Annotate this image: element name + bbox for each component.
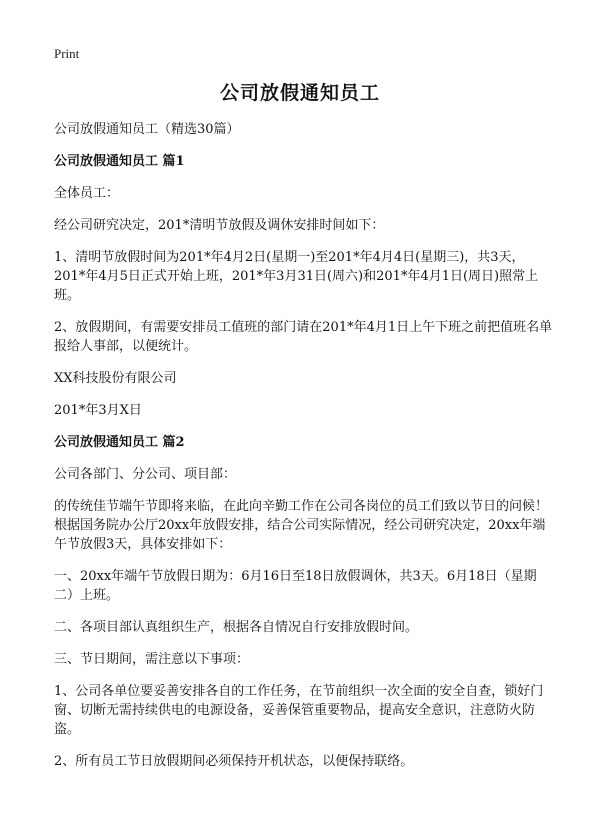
page-title: 公司放假通知员工: [219, 82, 380, 104]
print-label: Print: [54, 46, 80, 61]
document-subtitle: 公司放假通知员工（精选30篇）: [54, 122, 240, 137]
company-signature: XX科技股份有限公司: [54, 371, 177, 386]
intro-paragraph: 的传统佳节端午节即将来临，在此向辛勤工作在公司各岗位的员工们致以节日的问候！根据国务院办公厅20xx年放假安排，结合公司实际情况，经公司研究决定，20xx年端午节放假3天，具体安排如下：: [54, 499, 549, 552]
holiday-dates-paragraph: 一、20xx年端午节放假日期为：6月16日至18日放假调休，共3天。6月18日（星期二）上班。: [54, 569, 537, 603]
section-heading-1: 公司放假通知员工 篇1: [54, 154, 185, 169]
document-body: [54, 120, 554, 784]
schedule-paragraph: 1、清明节放假时间为201*年4月2日(星期一)至201*年4月4日(星期三)，共3天，201*年4月5日正式开始上班，201*年3月31日(周六)和201*年4月1日(周日)照常上班。: [54, 250, 539, 303]
duty-paragraph: 2、放假期间，有需要安排员工值班的部门请在201*年4月1日上午下班之前把值班名单报给人事部，以便统计。: [54, 320, 553, 354]
production-paragraph: 二、各项目部认真组织生产，根据各自情况自行安排放假时间。: [54, 620, 419, 635]
salutation: 全体员工：: [54, 186, 120, 201]
salutation: 公司各部门、分公司、项目部：: [54, 467, 237, 482]
notes-heading-paragraph: 三、节日期间，需注意以下事项：: [54, 652, 250, 667]
notice-date: 201*年3月X日: [54, 403, 142, 418]
section-heading-2: 公司放假通知员工 篇2: [54, 435, 185, 450]
intro-paragraph: 经公司研究决定，201*清明节放假及调休安排时间如下：: [54, 218, 385, 233]
contact-paragraph: 2、所有员工节日放假期间必须保持开机状态，以便保持联络。: [54, 754, 414, 769]
safety-paragraph: 1、公司各单位要妥善安排各自的工作任务，在节前组织一次全面的安全自查，锁好门窗、切断无需持续供电的电源设备，妥善保管重要物品，提高安全意识，注意防火防盗。: [54, 684, 544, 737]
